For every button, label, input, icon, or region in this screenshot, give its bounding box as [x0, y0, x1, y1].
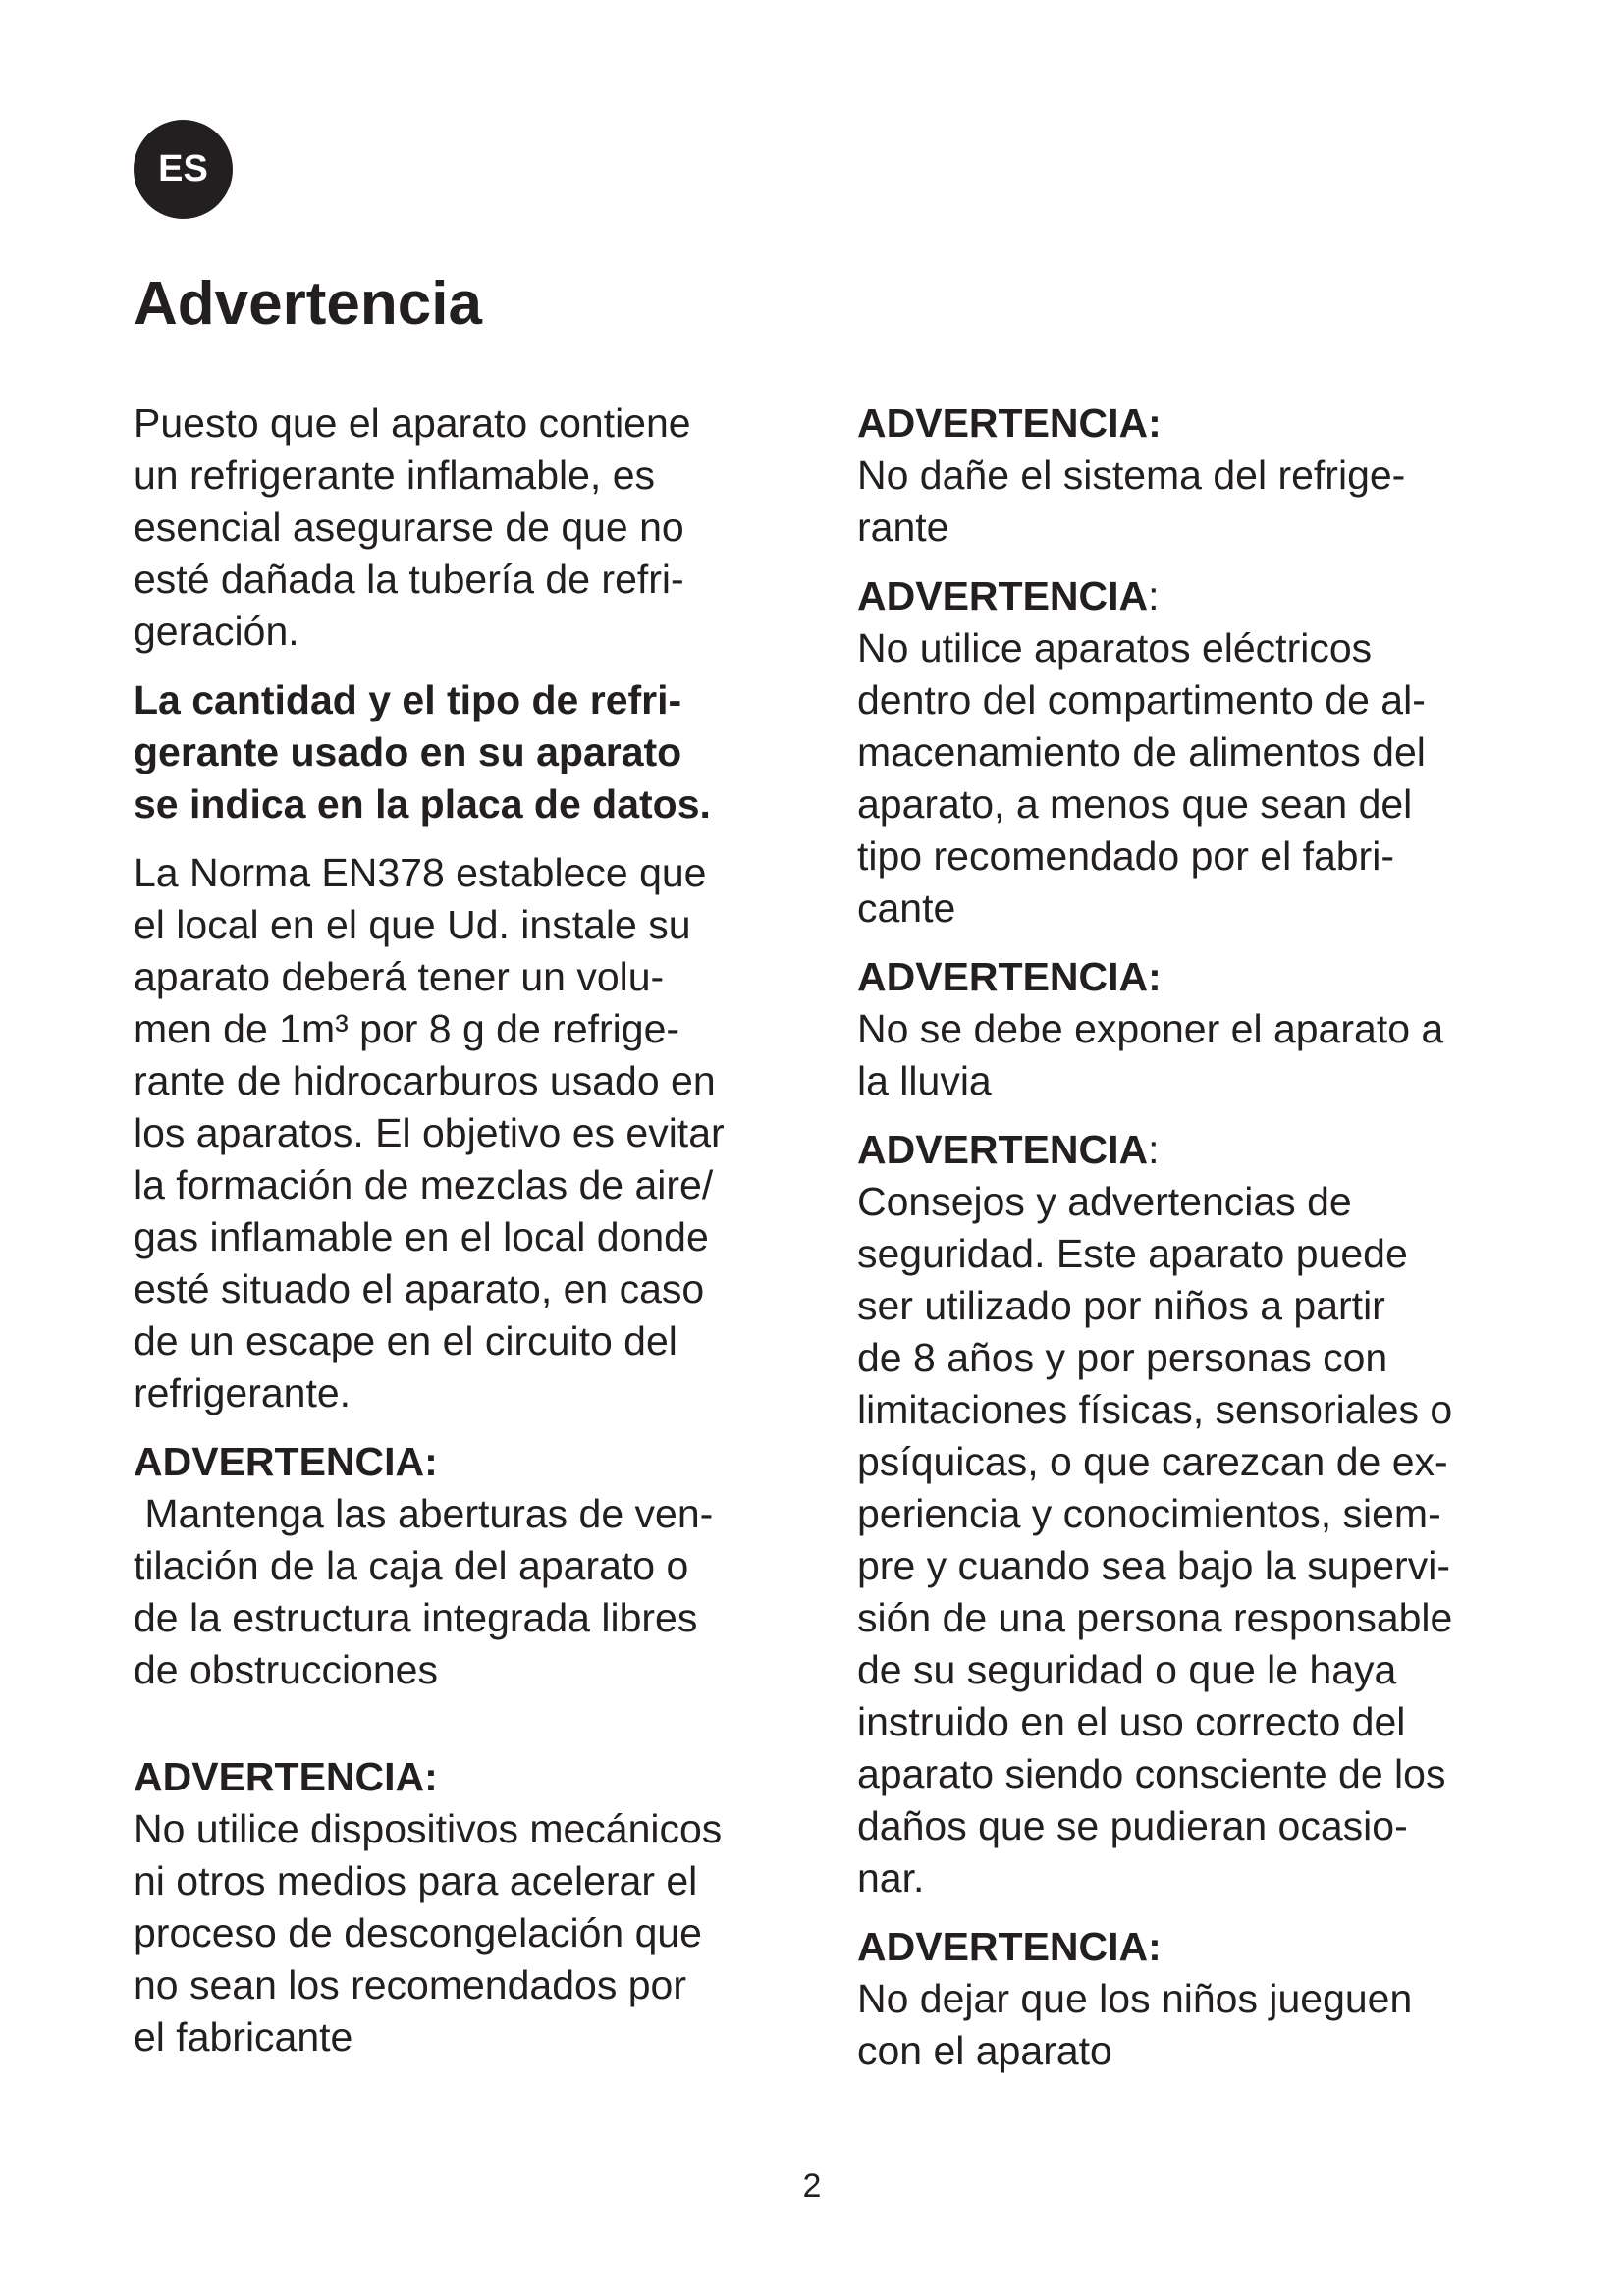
- warning-heading: ADVERTENCIA:: [134, 1754, 438, 1799]
- text-line: de obstrucciones: [134, 1647, 438, 1692]
- text-line: aparato deberá tener un volu-: [134, 954, 665, 999]
- text-line: el fabricante: [134, 2014, 353, 2059]
- text-line: gas inflamable en el local donde: [134, 1214, 709, 1259]
- text-line: esté situado el aparato, en caso: [134, 1266, 705, 1311]
- refrigerant-note: [134, 674, 811, 830]
- text-line: La Norma EN378 establece que: [134, 850, 707, 895]
- text-line: gerante usado en su aparato: [134, 729, 682, 774]
- text-line: instruido en el uso correcto del: [857, 1699, 1406, 1744]
- warning-heading-line: [857, 570, 1544, 622]
- right-column: [857, 398, 1544, 2077]
- warning-heading: ADVERTENCIA:: [857, 954, 1162, 999]
- warning-heading: ADVERTENCIA: [857, 573, 1149, 618]
- language-badge: [134, 120, 233, 219]
- text-line: limitaciones físicas, sensoriales o: [857, 1387, 1453, 1432]
- warning-children: [857, 1921, 1544, 2077]
- language-code: ES: [158, 148, 208, 189]
- text-line: Mantenga las aberturas de ven-: [134, 1491, 714, 1536]
- text-line: esté dañada la tubería de refri-: [134, 557, 684, 602]
- norm-paragraph: [134, 847, 811, 1419]
- heading-colon: :: [1148, 573, 1160, 618]
- text-line: La cantidad y el tipo de refri-: [134, 677, 682, 722]
- text-line: tipo recomendado por el fabri-: [857, 833, 1394, 879]
- text-line: la formación de mezclas de aire/: [134, 1162, 714, 1207]
- text-line: un refrigerante inflamable, es: [134, 453, 656, 498]
- text-line: geración.: [134, 609, 299, 654]
- text-line: Consejos y advertencias de: [857, 1179, 1352, 1224]
- text-line: No utilice aparatos eléctricos: [857, 625, 1373, 670]
- text-line: nar.: [857, 1855, 925, 1900]
- text-line: psíquicas, o que carezcan de ex-: [857, 1439, 1448, 1484]
- left-column: [134, 398, 811, 2063]
- text-line: rante de hidrocarburos usado en: [134, 1058, 716, 1103]
- text-line: No utilice dispositivos mecánicos: [134, 1806, 723, 1851]
- text-line: de la estructura integrada libres: [134, 1595, 698, 1640]
- text-line: sión de una persona responsable: [857, 1595, 1453, 1640]
- text-line: No se debe exponer el aparato a: [857, 1006, 1444, 1051]
- text-line: periencia y conocimientos, siem-: [857, 1491, 1441, 1536]
- warning-safety-advice: [857, 1124, 1544, 1904]
- warning-heading: ADVERTENCIA:: [857, 400, 1162, 446]
- text-line: No dejar que los niños jueguen: [857, 1976, 1413, 2021]
- text-line: aparato, a menos que sean del: [857, 781, 1413, 827]
- text-line: pre y cuando sea bajo la supervi-: [857, 1543, 1450, 1588]
- warning-heading: ADVERTENCIA: [857, 1127, 1149, 1172]
- text-line: se indica en la placa de datos.: [134, 781, 711, 827]
- text-line: esencial asegurarse de que no: [134, 505, 684, 550]
- text-line: la lluvia: [857, 1058, 992, 1103]
- warning-heading-line: [857, 1124, 1544, 1176]
- page-number: 2: [802, 2167, 822, 2205]
- warning-rain: [857, 951, 1544, 1107]
- text-line: Puesto que el aparato contiene: [134, 400, 691, 446]
- text-line: seguridad. Este aparato puede: [857, 1231, 1408, 1276]
- text-line: macenamiento de alimentos del: [857, 729, 1426, 774]
- text-line: tilación de la caja del aparato o: [134, 1543, 689, 1588]
- warning-refrigerant-system: [857, 398, 1544, 554]
- intro-paragraph: [134, 398, 811, 658]
- text-line: con el aparato: [857, 2028, 1112, 2073]
- warning-electrical: [857, 570, 1544, 934]
- text-line: de un escape en el circuito del: [134, 1318, 677, 1363]
- text-line: el local en el que Ud. instale su: [134, 902, 691, 947]
- text-line: ser utilizado por niños a partir: [857, 1283, 1385, 1328]
- warning-heading: ADVERTENCIA:: [857, 1924, 1162, 1969]
- text-line: ni otros medios para acelerar el: [134, 1858, 698, 1903]
- text-line: los aparatos. El objetivo es evitar: [134, 1110, 725, 1155]
- text-line: aparato siendo consciente de los: [857, 1751, 1446, 1796]
- warning-ventilation: [134, 1436, 811, 1696]
- text-line: no sean los recomendados por: [134, 1962, 686, 2007]
- text-line: proceso de descongelación que: [134, 1910, 702, 1955]
- text-line: No dañe el sistema del refrige-: [857, 453, 1406, 498]
- text-line: rante: [857, 505, 949, 550]
- page-title: Advertencia: [134, 270, 482, 338]
- text-line: daños que se pudieran ocasio-: [857, 1803, 1408, 1848]
- heading-colon: :: [1148, 1127, 1160, 1172]
- text-line: cante: [857, 885, 956, 931]
- text-line: dentro del compartimento de al-: [857, 677, 1426, 722]
- text-line: refrigerante.: [134, 1370, 352, 1415]
- text-line: men de 1m³ por 8 g de refrige-: [134, 1006, 680, 1051]
- warning-heading: ADVERTENCIA:: [134, 1439, 438, 1484]
- text-line: de su seguridad o que le haya: [857, 1647, 1397, 1692]
- text-line: de 8 años y por personas con: [857, 1335, 1388, 1380]
- warning-defrost: [134, 1751, 811, 2063]
